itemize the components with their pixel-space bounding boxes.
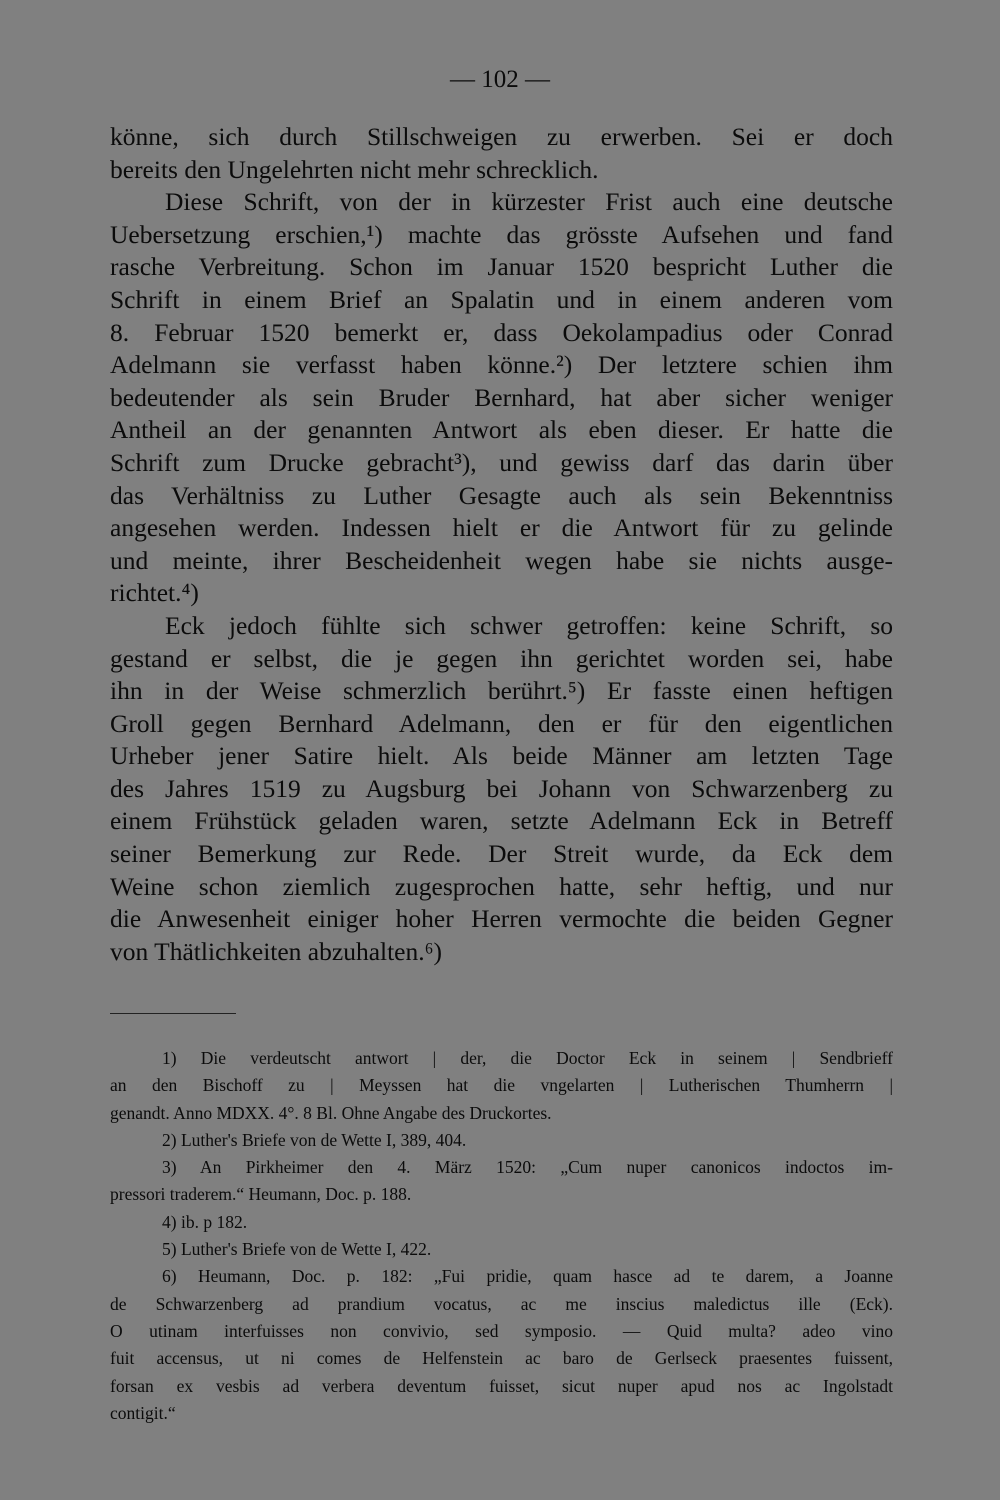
text-line: und meinte, ihrer Bescheidenheit wegen habe sie nichts ausge- (110, 545, 893, 575)
footnote-line: 3) An Pirkheimer den 4. März 1520: „Cum nuper canonicos indoctos im- (162, 1157, 893, 1178)
text-line: Antheil an der genannten Antwort als eben dieser. Er hatte die (110, 415, 893, 445)
text-line: Urheber jener Satire hielt. Als beide Männer am letzten Tage (110, 741, 893, 771)
text-line: könne, sich durch Stillschweigen zu erwerben. Sei er doch (110, 122, 893, 151)
text-line: Schrift zum Drucke gebracht³), und gewiss darf das darin über (110, 447, 893, 477)
footnote-line: pressori traderem.“ Heumann, Doc. p. 188. (110, 1184, 412, 1205)
text-line: des Jahres 1519 zu Augsburg bei Johann von Schwarzenberg zu (110, 773, 893, 803)
footnote-line: genandt. Anno MDXX. 4°. 8 Bl. Ohne Angabe des Druckortes. (110, 1102, 552, 1123)
footnote-line: forsan ex vesbis ad verbera deventum fuisset, sicut nuper apud nos ac Ingolstadt (110, 1375, 893, 1396)
footnote-line: an den Bischoff zu | Meyssen hat die vngelarten | Lutherischen Thumherrn | (110, 1075, 893, 1096)
footnote-line: de Schwarzenberg ad prandium vocatus, ac me inscius maledictus ille (Eck). (110, 1293, 893, 1314)
footnote-line: O utinam interfuisses non convivio, sed symposio. — Quid multa? adeo vino (110, 1320, 893, 1341)
text-line: das Verhältniss zu Luther Gesagte auch als sein Bekenntniss (110, 480, 893, 510)
text-line: angesehen werden. Indessen hielt er die Antwort für zu gelinde (110, 513, 893, 543)
text-line: von Thätlichkeiten abzuhalten.⁶) (110, 936, 443, 966)
footnote-line: 2) Luther's Briefe von de Wette I, 389, 404. (162, 1129, 467, 1150)
text-line: 8. Februar 1520 bemerkt er, dass Oekolampadius oder Conrad (110, 317, 893, 347)
main-text (110, 121, 893, 968)
footnote-line: fuit accensus, ut ni comes de Helfenstein ac baro de Gerlseck praesentes fuissent, (110, 1348, 893, 1369)
text-line: einem Frühstück geladen waren, setzte Adelmann Eck in Betreff (110, 806, 893, 836)
text-line: Diese Schrift, von der in kürzester Frist auch eine deutsche (165, 187, 893, 217)
footnote-line: 5) Luther's Briefe von de Wette I, 422. (162, 1239, 432, 1260)
footnote-line: 1) Die verdeutscht antwort | der, die Doctor Eck in seinem | Sendbrieff (162, 1048, 893, 1068)
text-line: Groll gegen Bernhard Adelmann, den er für den eigentlichen (110, 708, 893, 738)
text-line: ihn in der Weise schmerzlich berührt.⁵) Er fasste einen heftigen (110, 676, 893, 706)
text-line: Eck jedoch fühlte sich schwer getroffen: keine Schrift, so (165, 610, 893, 640)
text-line: Uebersetzung erschien,¹) machte das grösste Aufsehen und fand (110, 219, 893, 249)
footnote-line: 4) ib. p 182. (162, 1211, 248, 1232)
text-line: bereits den Ungelehrten nicht mehr schrecklich. (110, 154, 599, 184)
text-line: Weine schon ziemlich zugesprochen hatte, sehr heftig, und nur (110, 871, 893, 901)
page-number: — 102 — (450, 66, 550, 93)
text-line: bedeutender als sein Bruder Bernhard, hat aber sicher weniger (110, 382, 893, 412)
text-line: gestand er selbst, die je gegen ihn gerichtet worden sei, habe (110, 643, 893, 673)
text-line: richtet.⁴) (110, 578, 199, 608)
text-line: Schrift in einem Brief an Spalatin und in einem anderen vom (110, 284, 893, 314)
text-line: seiner Bemerkung zur Rede. Der Streit wurde, da Eck dem (110, 839, 893, 869)
text-line: rasche Verbreitung. Schon im Januar 1520 bespricht Luther die (110, 252, 893, 282)
footnotes (110, 1045, 893, 1427)
text-line: die Anwesenheit einiger hoher Herren vermochte die beiden Gegner (110, 904, 893, 934)
text-line: Adelmann sie verfasst haben könne.²) Der letztere schien ihm (110, 350, 893, 380)
footnote-line: 6) Heumann, Doc. p. 182: „Fui pridie, quam hasce ad te darem, a Joanne (162, 1266, 893, 1287)
footnote-line: contigit.“ (110, 1402, 176, 1423)
footnote-divider (110, 1013, 236, 1014)
